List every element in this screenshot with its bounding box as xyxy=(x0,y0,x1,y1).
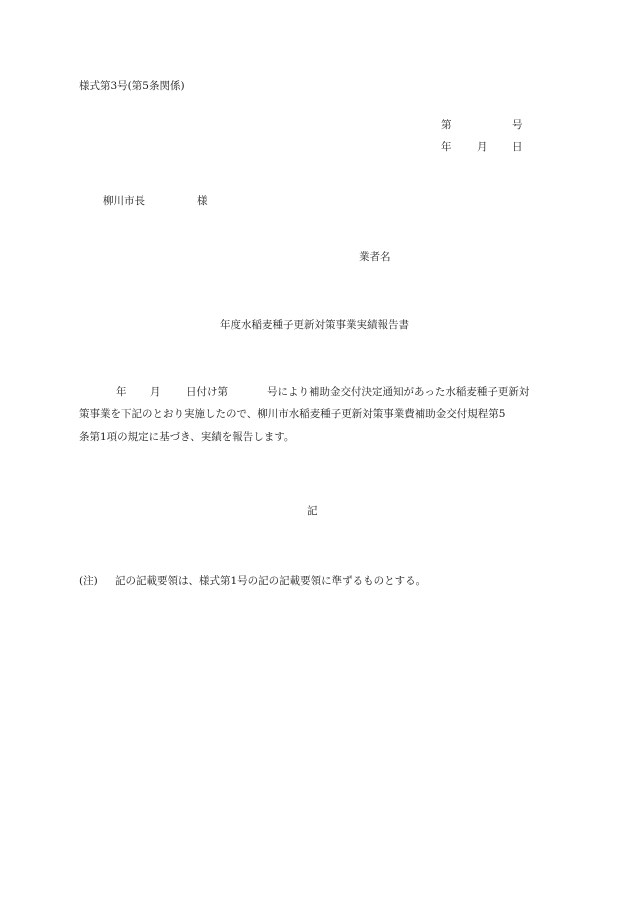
note-label: (注) xyxy=(79,575,98,587)
body-date-ref: 日付け第 xyxy=(186,386,228,398)
addressee-name: 柳川市長 xyxy=(103,195,145,207)
document-number-suffix: 号 xyxy=(512,119,523,131)
body-line-3: 条第1項の規定に基づき、実績を報告します。 xyxy=(79,431,295,443)
body-text-after-number: 号により補助金交付決定通知があった水稲麦種子更新対 xyxy=(267,386,530,398)
note-text: 記の記載要領は、様式第1号の記の記載要領に準ずるものとする。 xyxy=(115,575,427,587)
body-month: 月 xyxy=(150,386,161,398)
addressee-honorific: 様 xyxy=(197,195,208,207)
applicant-label: 業者名 xyxy=(359,251,391,263)
document-title: 年度水稲麦種子更新対策事業実績報告書 xyxy=(220,319,409,331)
form-number: 様式第3号(第5条関係) xyxy=(79,80,185,92)
body-year: 年 xyxy=(116,386,127,398)
date-month: 月 xyxy=(477,141,488,153)
ki-heading: 記 xyxy=(307,505,318,517)
document-number-prefix: 第 xyxy=(441,119,452,131)
date-day: 日 xyxy=(512,141,523,153)
body-line-2: 策事業を下記のとおり実施したので、柳川市水稲麦種子更新対策事業費補助金交付規程第5 xyxy=(79,408,506,420)
date-year: 年 xyxy=(441,141,452,153)
